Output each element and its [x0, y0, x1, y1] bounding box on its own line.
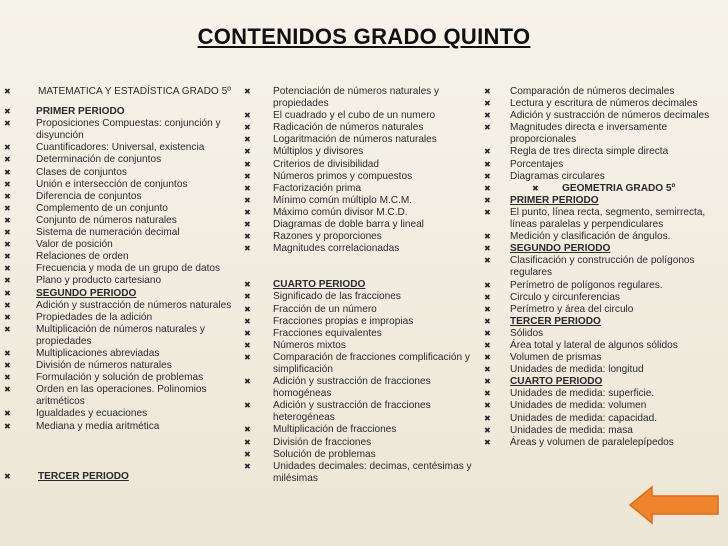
item-text: Multiplicaciones abreviadas: [36, 347, 160, 359]
list-item: [240, 159, 480, 171]
period-heading: SEGUNDO PERIODO: [510, 243, 611, 255]
bullet-icon: ✖: [484, 244, 491, 254]
bullet-icon: ✖: [244, 171, 251, 181]
column-1: [0, 86, 240, 483]
bullet-icon: ✖: [484, 304, 491, 314]
item-text: Unión e intersección de conjuntos: [36, 178, 188, 190]
page-title: CONTENIDOS GRADO QUINTO: [197, 24, 531, 49]
list-item: [482, 243, 726, 255]
list-item: [240, 437, 480, 449]
list-item: [240, 340, 480, 352]
period-heading: SEGUNDO PERIODO: [36, 287, 137, 299]
list-item: [0, 312, 240, 324]
list-item: [0, 372, 240, 384]
bullet-icon: ✖: [4, 167, 11, 177]
item-text: Porcentajes: [510, 158, 564, 170]
list-item: [240, 86, 480, 110]
list-item: [482, 437, 726, 449]
item-text: Áreas y volumen de paralelepípedos: [510, 436, 674, 448]
list-item: [0, 288, 240, 300]
item-text: Igualdades y ecuaciones: [36, 408, 148, 420]
period-heading: TERCER PERIODO: [38, 470, 129, 482]
item-text: Adición y sustracción de números naturales: [36, 299, 232, 311]
bullet-icon: ✖: [4, 179, 11, 189]
list-item: [482, 340, 726, 352]
item-text: Fracciones propias e impropias: [273, 315, 414, 327]
list-item: [482, 231, 726, 243]
item-text: Mediana y media aritmética: [36, 420, 160, 432]
item-text: Sólidos: [510, 327, 544, 339]
bullet-icon: ✖: [484, 195, 491, 205]
bullet-icon: ✖: [244, 401, 251, 411]
bullet-icon: ✖: [484, 401, 491, 411]
item-text: Clases de conjuntos: [36, 166, 127, 178]
bullet-icon: ✖: [244, 280, 251, 290]
list-item: [482, 146, 726, 158]
list-item: [0, 179, 240, 191]
item-text: Adición y sustracción de fracciones heterogéneas: [273, 400, 431, 424]
item-text: Unidades de medida: longitud: [510, 364, 644, 376]
item-text: Orden en las operaciones. Polinomios aritméticos: [36, 384, 207, 408]
bullet-icon: ✖: [484, 147, 491, 157]
bullet-icon: ✖: [4, 143, 11, 153]
period-heading: CUARTO PERIODO: [273, 279, 366, 291]
bullet-icon: ✖: [4, 348, 11, 358]
list-item: [240, 183, 480, 195]
item-text: Relaciones de orden: [36, 251, 129, 263]
bullet-icon: ✖: [244, 111, 251, 121]
item-text: Números mixtos: [273, 339, 346, 351]
bullet-icon: ✖: [484, 232, 491, 242]
item-text: Regla de tres directa simple directa: [510, 146, 669, 158]
item-text: Fracción de un número: [273, 303, 377, 315]
item-text: Mínimo común múltiplo M.C.M.: [273, 194, 413, 206]
bullet-icon: ✖: [4, 409, 11, 419]
item-text: Complemento de un conjunto: [36, 202, 168, 214]
list-item: [0, 239, 240, 251]
list-item: [240, 291, 480, 303]
item-text: Logaritmación de números naturales: [273, 134, 437, 146]
list-item: [482, 122, 726, 146]
period-heading: PRIMER PERIODO: [510, 194, 599, 206]
bullet-icon: ✖: [484, 389, 491, 399]
item-text: Multiplicación de números naturales y propiedades: [36, 323, 205, 347]
period-heading: TERCER PERIODO: [510, 315, 601, 327]
bullet-icon: ✖: [4, 324, 11, 334]
list-item: [482, 352, 726, 364]
bullet-icon: ✖: [244, 437, 251, 447]
list-item: [240, 328, 480, 340]
bullet-icon: ✖: [244, 340, 251, 350]
bullet-icon: ✖: [4, 240, 11, 250]
bullet-icon: ✖: [484, 87, 491, 96]
bullet-icon: ✖: [484, 99, 491, 109]
item-text: Adición y sustracción de fracciones homogéneas: [273, 376, 431, 400]
list-item: [0, 384, 240, 408]
item-text: Proposiciones Compuestas: conjunción y disyunción: [36, 118, 221, 142]
list-item: [0, 348, 240, 360]
list-item: [0, 275, 240, 287]
bullet-icon: ✖: [244, 352, 251, 362]
item-text: Magnitudes directa e inversamente proporcionales: [510, 122, 668, 146]
bullet-icon: ✖: [484, 207, 491, 217]
list-item: [0, 203, 240, 215]
bullet-icon: ✖: [484, 159, 491, 169]
list-item: [240, 146, 480, 158]
list-item: [482, 425, 726, 437]
list-item: [240, 195, 480, 207]
item-text: Solución de problemas: [273, 448, 376, 460]
bullet-icon: ✖: [244, 87, 251, 96]
bullet-icon: ✖: [244, 292, 251, 302]
list-item: [482, 400, 726, 412]
bullet-icon: ✖: [484, 425, 491, 435]
list-item: [240, 134, 480, 146]
list-item: [482, 159, 726, 171]
bullet-icon: ✖: [4, 421, 11, 431]
bullet-icon: ✖: [4, 385, 11, 395]
item-text: Propiedades de la adición: [36, 311, 153, 323]
bullet-icon: ✖: [4, 288, 11, 298]
item-text: Unidades de medida: masa: [510, 424, 633, 436]
list-item: [240, 231, 480, 243]
item-text: Diagramas circulares: [510, 170, 605, 182]
list-item: [0, 324, 240, 348]
item-text: Frecuencia y moda de un grupo de datos: [36, 263, 221, 275]
bullet-icon: ✖: [484, 171, 491, 181]
list-item: [482, 364, 726, 376]
bullet-icon: ✖: [244, 220, 251, 230]
spacer: [0, 433, 240, 471]
bullet-icon: ✖: [484, 413, 491, 423]
bullet-icon: ✖: [244, 147, 251, 157]
item-text: Unidades decimales: decimas, centésimas y milésimas: [273, 460, 472, 484]
item-text: El punto, línea recta, segmento, semirrecta, líneas paralelas y perpendiculares: [510, 206, 706, 231]
list-item: [240, 376, 480, 400]
item-text: Medición y clasificación de ángulos.: [510, 231, 671, 243]
bullet-icon: ✖: [4, 471, 11, 481]
list-item: [482, 255, 726, 279]
item-text: Magnitudes correlacionadas: [273, 243, 400, 255]
list-item: [482, 388, 726, 400]
bullet-icon: ✖: [532, 183, 539, 193]
bullet-icon: ✖: [4, 155, 11, 165]
item-text: Múltiplos y divisores: [273, 146, 364, 158]
column-3: [482, 86, 726, 449]
list-item: [0, 408, 240, 420]
arrow-shape: [630, 487, 718, 523]
item-text: Unidades de medida: capacidad.: [510, 412, 658, 424]
item-text: Lectura y escritura de números decimales: [510, 98, 698, 110]
item-text: Clasificación y construcción de polígonos regulares: [510, 255, 695, 279]
list-item: [0, 154, 240, 166]
bullet-icon: ✖: [244, 232, 251, 242]
list-item: [482, 328, 726, 340]
list-item: [240, 400, 480, 424]
list-item: [482, 292, 726, 304]
list-item: [240, 461, 480, 485]
item-text: Valor de posición: [36, 239, 113, 251]
list-item: [0, 471, 240, 483]
list-item: [482, 304, 726, 316]
item-text: Factorización prima: [273, 182, 362, 194]
bullet-icon: ✖: [484, 365, 491, 375]
bullet-icon: ✖: [4, 361, 11, 371]
bullet-icon: ✖: [484, 256, 491, 266]
section-header: MATEMATICA Y ESTADÍSTICA GRADO 5º: [38, 86, 231, 97]
item-text: Radicación de números naturales: [273, 122, 424, 134]
period-heading: PRIMER PERIODO: [36, 106, 125, 118]
list-item: [482, 413, 726, 425]
bullet-icon: ✖: [4, 264, 11, 274]
list-item: [482, 376, 726, 388]
list-item: [240, 122, 480, 134]
bullet-icon: ✖: [484, 328, 491, 338]
list-item: [240, 304, 480, 316]
bullet-icon: ✖: [484, 292, 491, 302]
spacer: [240, 255, 480, 279]
bullet-icon: ✖: [4, 252, 11, 262]
bullet-icon: ✖: [244, 183, 251, 193]
list-item: [482, 98, 726, 110]
item-text: Circulo y circunferencias: [510, 291, 620, 303]
list-item: [0, 167, 240, 179]
bullet-icon: ✖: [484, 316, 491, 326]
item-text: División de fracciones: [273, 436, 372, 448]
bullet-icon: ✖: [244, 328, 251, 338]
list-item: [240, 424, 480, 436]
bullet-icon: ✖: [484, 123, 491, 133]
item-text: Potenciación de números naturales y propiedades: [273, 86, 440, 110]
bullet-icon: ✖: [4, 119, 11, 129]
list-item: [482, 316, 726, 328]
list-item: [482, 171, 726, 183]
list-item: [0, 263, 240, 275]
item-text: Comparación de fracciones complificación y simplificación: [273, 351, 470, 375]
list-item: [482, 280, 726, 292]
bullet-icon: ✖: [4, 228, 11, 238]
bullet-icon: ✖: [244, 159, 251, 169]
bullet-icon: ✖: [244, 316, 251, 326]
bullet-icon: ✖: [244, 135, 251, 145]
list-item: [482, 207, 726, 231]
bullet-icon: ✖: [484, 111, 491, 121]
list-item: [240, 243, 480, 255]
bullet-icon: ✖: [4, 203, 11, 213]
left-arrow-icon: [628, 485, 720, 525]
item-text: Formulación y solución de problemas: [36, 372, 204, 384]
list-item: [482, 110, 726, 122]
item-text: Razones y proporciones: [273, 231, 382, 243]
bullet-icon: ✖: [244, 425, 251, 435]
item-text: Área total y lateral de algunos sólidos: [510, 339, 678, 351]
bullet-icon: ✖: [244, 244, 251, 254]
bullet-icon: ✖: [244, 304, 251, 314]
list-item: [240, 449, 480, 461]
bullet-icon: ✖: [4, 107, 11, 117]
item-text: Volumen de prismas: [510, 352, 602, 364]
list-item: [0, 215, 240, 227]
bullet-icon: ✖: [4, 215, 11, 225]
bullet-icon: ✖: [4, 300, 11, 310]
list-item: [0, 106, 240, 118]
list-item: [0, 142, 240, 154]
item-text: Números primos y compuestos: [273, 170, 413, 182]
list-item: [240, 110, 480, 122]
list-item: [0, 191, 240, 203]
list-item: [240, 207, 480, 219]
bullet-icon: ✖: [484, 353, 491, 363]
bullet-icon: ✖: [484, 437, 491, 447]
bullet-icon: ✖: [244, 377, 251, 387]
list-item: [240, 279, 480, 291]
list-item: [0, 227, 240, 239]
bullet-icon: ✖: [484, 340, 491, 350]
item-text: Cuantificadores: Universal, existencia: [36, 142, 205, 154]
list-item: [0, 251, 240, 263]
item-text: Máximo común divisor M.C.D.: [273, 206, 408, 218]
item-text: Comparación de números decimales: [510, 86, 675, 97]
item-text: División de números naturales: [36, 360, 172, 372]
item-text: Multiplicación de fracciones: [273, 424, 397, 436]
bullet-icon: ✖: [244, 449, 251, 459]
item-text: Sistema de numeración decimal: [36, 227, 180, 239]
list-item: [482, 195, 726, 207]
item-text: Significado de las fracciones: [273, 291, 401, 303]
section-header: GEOMETRIA GRADO 5º: [562, 182, 676, 194]
list-item: [240, 352, 480, 376]
list-item: [0, 360, 240, 372]
bullet-icon: ✖: [244, 461, 251, 471]
item-text: Adición y sustracción de números decimales: [510, 110, 710, 122]
bullet-icon: ✖: [484, 183, 491, 193]
item-text: Diferencia de conjuntos: [36, 190, 142, 202]
item-text: Criterios de divisibilidad: [273, 158, 380, 170]
list-item: [240, 171, 480, 183]
bullet-icon: ✖: [4, 87, 11, 96]
list-item: [0, 86, 240, 98]
list-item: [0, 421, 240, 433]
item-text: Perímetro de polígonos regulares.: [510, 279, 663, 291]
item-text: Diagramas de doble barra y lineal: [273, 219, 424, 231]
list-item: [0, 300, 240, 312]
list-item: [0, 118, 240, 142]
bullet-icon: ✖: [4, 191, 11, 201]
item-text: Plano y producto cartesiano: [36, 275, 162, 287]
column-2: [240, 86, 480, 485]
list-item: [240, 219, 480, 231]
item-text: Unidades de medida: superficie.: [510, 388, 655, 400]
list-item: [240, 316, 480, 328]
item-text: El cuadrado y el cubo de un numero: [273, 110, 436, 122]
bullet-icon: ✖: [244, 207, 251, 217]
bullet-icon: ✖: [244, 123, 251, 133]
bullet-icon: ✖: [4, 312, 11, 322]
item-text: Fracciones equivalentes: [273, 327, 382, 339]
bullet-icon: ✖: [484, 377, 491, 387]
bullet-icon: ✖: [4, 373, 11, 383]
bullet-icon: ✖: [484, 280, 491, 290]
list-item: [482, 183, 726, 195]
bullet-icon: ✖: [4, 276, 11, 286]
item-text: Conjunto de números naturales: [36, 214, 177, 226]
list-item: [482, 86, 726, 98]
item-text: Determinación de conjuntos: [36, 154, 162, 166]
period-heading: CUARTO PERIODO: [510, 376, 603, 388]
item-text: Perímetro y área del circulo: [510, 303, 634, 315]
bullet-icon: ✖: [244, 195, 251, 205]
item-text: Unidades de medida: volumen: [510, 400, 647, 412]
spacer: [0, 98, 240, 106]
